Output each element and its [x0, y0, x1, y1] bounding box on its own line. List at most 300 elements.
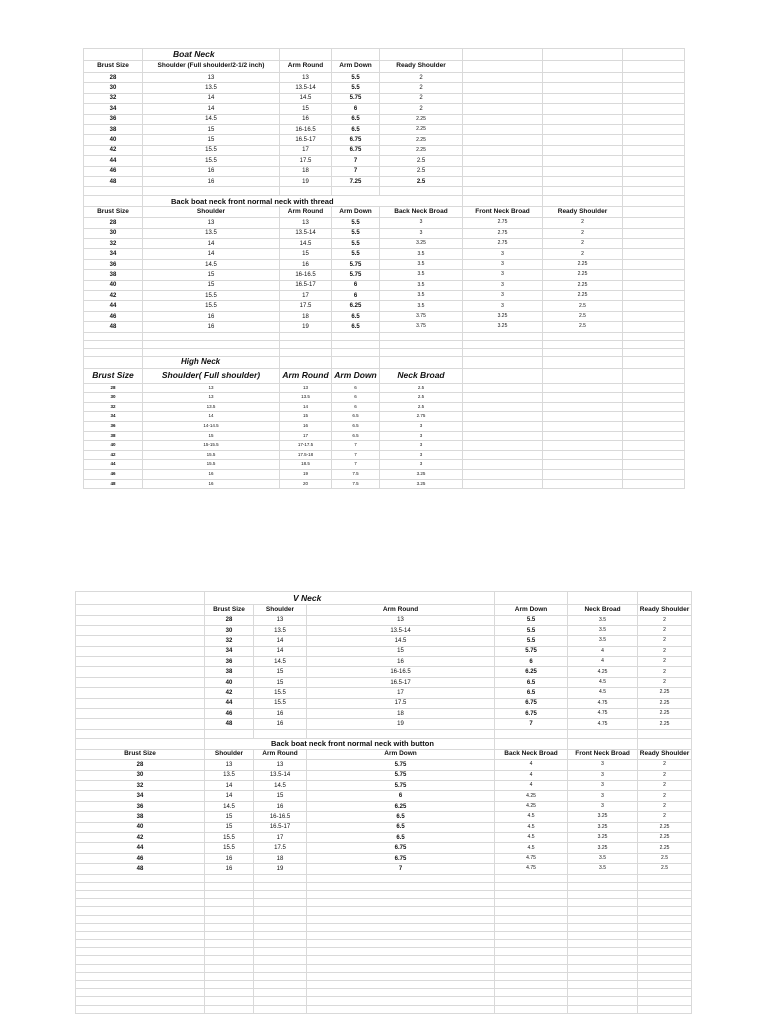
column-header: Brust Size — [84, 61, 143, 73]
table-cell: 32 — [205, 636, 254, 646]
table-cell: 2 — [638, 636, 692, 646]
table-cell: 19 — [280, 469, 332, 479]
table-cell: 2.5 — [380, 402, 463, 412]
table-cell: 3.25 — [463, 322, 543, 332]
table-cell: 46 — [84, 469, 143, 479]
table-cell: 14 — [143, 239, 280, 249]
table-cell: 16-16.5 — [254, 812, 307, 822]
table-cell: 2.25 — [638, 833, 692, 843]
table-cell: 13.5-14 — [254, 770, 307, 780]
table-cell — [463, 340, 543, 348]
table-cell — [463, 124, 543, 134]
table-cell — [332, 332, 380, 340]
table-cell — [463, 145, 543, 155]
table-cell — [543, 156, 623, 166]
table-cell: 3.25 — [380, 239, 463, 249]
table-cell: 14.5 — [280, 93, 332, 103]
table-cell — [638, 592, 692, 605]
table-cell: 15 — [254, 667, 307, 677]
table-row — [76, 615, 692, 625]
table-cell: 2.25 — [543, 270, 623, 280]
table-cell — [638, 738, 692, 749]
column-header: Arm Down — [332, 207, 380, 218]
table-cell — [280, 332, 332, 340]
table-cell — [76, 931, 205, 939]
column-header: Arm Down — [332, 368, 380, 383]
table-cell: 6 — [495, 657, 568, 667]
table-cell: 2.25 — [638, 688, 692, 698]
table-row — [84, 249, 685, 259]
table-cell — [463, 421, 543, 431]
table-cell — [254, 899, 307, 907]
table-cell: 16.5-17 — [280, 280, 332, 290]
column-header: Back Neck Broad — [380, 207, 463, 218]
table-cell: 17.5 — [280, 156, 332, 166]
table-row — [76, 625, 692, 635]
table-cell: 2 — [638, 625, 692, 635]
table-cell: 4 — [495, 781, 568, 791]
table-cell — [307, 907, 495, 915]
table-cell: 6 — [332, 104, 380, 114]
table-cell: 7 — [307, 864, 495, 874]
table-row — [84, 301, 685, 311]
table-cell: 4 — [568, 657, 638, 667]
table-cell: 14 — [143, 93, 280, 103]
table-cell: 3.5 — [568, 853, 638, 863]
table-cell: 36 — [84, 259, 143, 269]
table-cell — [495, 907, 568, 915]
table-cell: 15 — [143, 431, 280, 441]
table-cell — [623, 259, 685, 269]
table-cell — [307, 1005, 495, 1013]
table-cell — [543, 412, 623, 422]
table-cell — [463, 469, 543, 479]
table-cell — [463, 196, 543, 207]
table-cell — [638, 923, 692, 931]
table-cell — [623, 239, 685, 249]
table-cell — [84, 187, 143, 196]
table-cell — [568, 997, 638, 1005]
table-cell: 4.75 — [495, 864, 568, 874]
table-cell — [623, 176, 685, 186]
table-cell: 3.25 — [463, 311, 543, 321]
table-cell: 4.5 — [495, 833, 568, 843]
table-row — [84, 259, 685, 269]
table-cell: 34 — [84, 249, 143, 259]
table-cell: 42 — [84, 450, 143, 460]
table-cell: 16 — [143, 176, 280, 186]
table-cell: 5.5 — [495, 615, 568, 625]
table-cell — [623, 114, 685, 124]
table-cell — [307, 997, 495, 1005]
table-cell — [76, 940, 205, 948]
table-row — [84, 218, 685, 228]
table-cell — [543, 393, 623, 403]
table-cell — [84, 340, 143, 348]
table-cell — [254, 874, 307, 882]
table-cell: 13 — [143, 218, 280, 228]
table-cell — [495, 890, 568, 898]
table-cell — [495, 899, 568, 907]
table-row — [84, 166, 685, 176]
table-cell: 15-15.5 — [143, 441, 280, 451]
table-cell — [623, 402, 685, 412]
table-cell: 40 — [84, 280, 143, 290]
table-cell: 5.75 — [332, 93, 380, 103]
table-cell — [76, 997, 205, 1005]
empty-row — [76, 882, 692, 890]
table-cell: 6.75 — [307, 843, 495, 853]
table-row — [76, 843, 692, 853]
table-cell: 2.25 — [638, 709, 692, 719]
table-cell — [495, 1005, 568, 1013]
table-cell: 17 — [254, 833, 307, 843]
table-cell — [543, 479, 623, 489]
table-cell: 13.5 — [254, 625, 307, 635]
table-cell: 3 — [463, 301, 543, 311]
table-cell: 14 — [143, 104, 280, 114]
table-cell: 2 — [380, 104, 463, 114]
table-cell — [205, 972, 254, 980]
table-cell: 40 — [205, 677, 254, 687]
table-cell: 13.5 — [143, 402, 280, 412]
table-cell: 4.5 — [495, 843, 568, 853]
table-cell — [463, 104, 543, 114]
table-cell: 34 — [205, 646, 254, 656]
table-cell: 15 — [205, 822, 254, 832]
table-cell: 14.5 — [254, 657, 307, 667]
table-cell — [495, 931, 568, 939]
table-cell: 3 — [380, 460, 463, 470]
table-cell — [76, 981, 205, 989]
title-row — [76, 738, 692, 749]
table-cell: 15 — [143, 270, 280, 280]
table-cell: 44 — [84, 460, 143, 470]
table-cell — [380, 49, 463, 61]
table-cell: 42 — [76, 833, 205, 843]
table-cell — [280, 348, 332, 356]
table-cell — [76, 989, 205, 997]
empty-row — [76, 907, 692, 915]
table-cell: 48 — [84, 479, 143, 489]
table-cell — [568, 964, 638, 972]
table-cell — [623, 83, 685, 93]
table-cell: 7 — [495, 719, 568, 729]
table-cell — [463, 114, 543, 124]
table-cell: 28 — [76, 760, 205, 770]
table-cell: 13 — [254, 615, 307, 625]
table-cell: 36 — [84, 421, 143, 431]
table-cell: 3 — [568, 801, 638, 811]
table-row — [76, 812, 692, 822]
table-cell — [380, 348, 463, 356]
table-cell — [623, 450, 685, 460]
table-cell: 19 — [307, 719, 495, 729]
table-cell: 2 — [638, 646, 692, 656]
table-cell: 14 — [143, 412, 280, 422]
table-cell — [638, 948, 692, 956]
table-cell: 13 — [143, 383, 280, 393]
table-cell: 6.5 — [332, 322, 380, 332]
table-cell: 3.5 — [380, 280, 463, 290]
table-cell — [638, 729, 692, 738]
table-cell: 46 — [84, 311, 143, 321]
table-cell — [543, 83, 623, 93]
table-cell: 2 — [380, 83, 463, 93]
table-row — [84, 421, 685, 431]
table-cell: 20 — [280, 479, 332, 489]
table-cell — [307, 923, 495, 931]
table-cell: 15 — [143, 280, 280, 290]
table-cell: 2.5 — [380, 176, 463, 186]
table-cell: 3.5 — [380, 291, 463, 301]
table-cell: 14.5 — [143, 259, 280, 269]
table-cell — [623, 421, 685, 431]
table-cell — [463, 412, 543, 422]
empty-row — [76, 874, 692, 882]
table-cell: 2.25 — [543, 280, 623, 290]
table-cell — [495, 972, 568, 980]
table-cell: 6.5 — [495, 688, 568, 698]
table-cell: 34 — [84, 412, 143, 422]
table-cell — [568, 907, 638, 915]
column-header: Brust Size — [84, 368, 143, 383]
table-cell: 4.5 — [568, 677, 638, 687]
column-header: Brust Size — [205, 605, 254, 616]
table-cell: 15.5 — [143, 156, 280, 166]
table-cell: 13.5 — [143, 83, 280, 93]
table-cell — [332, 356, 380, 368]
table-cell — [568, 989, 638, 997]
table-cell: 13 — [205, 760, 254, 770]
table-cell: 6 — [307, 791, 495, 801]
table-cell — [623, 104, 685, 114]
table-cell: 28 — [84, 383, 143, 393]
table-cell: 38 — [84, 431, 143, 441]
table-cell — [543, 114, 623, 124]
table-cell — [543, 104, 623, 114]
table-cell: 3 — [463, 280, 543, 290]
table-cell — [205, 915, 254, 923]
table-row — [84, 460, 685, 470]
table-row — [84, 83, 685, 93]
column-header: Shoulder — [143, 207, 280, 218]
table-cell — [280, 356, 332, 368]
table-cell — [543, 431, 623, 441]
table-cell — [543, 61, 623, 73]
table-cell: 18 — [307, 709, 495, 719]
table-cell: 17 — [280, 431, 332, 441]
table-cell — [638, 907, 692, 915]
title-row — [76, 592, 692, 605]
table-cell: 2.75 — [463, 218, 543, 228]
table-cell: 3.25 — [568, 812, 638, 822]
table-cell — [254, 997, 307, 1005]
table-cell: 19 — [280, 322, 332, 332]
column-header: Shoulder (Full shoulder/2-1/2 inch) — [143, 61, 280, 73]
table-cell — [254, 890, 307, 898]
table-cell: 14 — [254, 646, 307, 656]
table-cell: 42 — [84, 291, 143, 301]
table-row — [76, 833, 692, 843]
table-cell — [463, 49, 543, 61]
table-row — [84, 93, 685, 103]
table-cell: 15.5 — [254, 698, 307, 708]
table-cell — [568, 972, 638, 980]
table-cell — [205, 923, 254, 931]
table-cell: 46 — [76, 853, 205, 863]
table-row — [84, 228, 685, 238]
table-cell — [84, 332, 143, 340]
table-cell — [543, 340, 623, 348]
table-cell: 2.75 — [380, 412, 463, 422]
header-row — [84, 61, 685, 73]
table-cell: 32 — [84, 239, 143, 249]
table-cell: 15.5 — [143, 301, 280, 311]
table-cell: 44 — [205, 698, 254, 708]
table-cell: 2 — [638, 801, 692, 811]
table-cell — [463, 393, 543, 403]
table-cell: 18.5 — [280, 460, 332, 470]
table-cell: 13.5 — [143, 228, 280, 238]
table-cell: 36 — [76, 801, 205, 811]
table-cell: 15 — [254, 677, 307, 687]
table-cell — [463, 61, 543, 73]
table-row — [84, 402, 685, 412]
table-cell: 5.5 — [332, 83, 380, 93]
table-cell: 13.5-14 — [307, 625, 495, 635]
table-cell — [380, 340, 463, 348]
table-row — [76, 646, 692, 656]
table-cell: 14.5 — [280, 239, 332, 249]
table-cell — [623, 301, 685, 311]
table-cell: 16-16.5 — [280, 124, 332, 134]
table-cell: 30 — [76, 770, 205, 780]
table-cell — [623, 196, 685, 207]
header-row — [76, 749, 692, 760]
table-cell — [254, 729, 307, 738]
table-cell: 16 — [280, 114, 332, 124]
column-header: Ready Shoulder — [638, 605, 692, 616]
table-cell — [543, 368, 623, 383]
table-cell: 30 — [84, 393, 143, 403]
table-cell: 16 — [143, 479, 280, 489]
table-cell: 2.5 — [380, 166, 463, 176]
table-cell — [380, 356, 463, 368]
table-cell — [463, 431, 543, 441]
table-row — [84, 280, 685, 290]
table-cell: 13.5-14 — [280, 228, 332, 238]
table-cell: 3.75 — [380, 322, 463, 332]
table-cell — [307, 981, 495, 989]
table-cell: 30 — [205, 625, 254, 635]
table-cell — [543, 460, 623, 470]
table-cell: 6.5 — [332, 412, 380, 422]
table-cell: 17.5 — [280, 301, 332, 311]
table-cell — [463, 135, 543, 145]
table-cell: 6.75 — [495, 698, 568, 708]
table-cell — [76, 729, 205, 738]
table-cell: 14.5 — [205, 801, 254, 811]
table-cell — [254, 915, 307, 923]
table-cell: 13 — [143, 73, 280, 83]
table-cell — [623, 280, 685, 290]
table-row — [76, 791, 692, 801]
table-cell — [495, 729, 568, 738]
table-cell: 2 — [543, 218, 623, 228]
table-cell — [254, 981, 307, 989]
table-cell: 13.5 — [205, 770, 254, 780]
table-cell: 16 — [143, 166, 280, 176]
table-cell: 5.75 — [307, 760, 495, 770]
table-cell: 15 — [143, 135, 280, 145]
table-cell: 36 — [84, 114, 143, 124]
table-cell: 13 — [254, 760, 307, 770]
table-cell: 3 — [463, 291, 543, 301]
table-cell — [307, 964, 495, 972]
table-cell: 38 — [84, 270, 143, 280]
table-cell — [623, 61, 685, 73]
table-cell: 16.5-17 — [307, 677, 495, 687]
table-cell — [332, 187, 380, 196]
column-header: Arm Round — [280, 61, 332, 73]
table-row — [84, 135, 685, 145]
table-cell — [205, 997, 254, 1005]
table-cell — [543, 469, 623, 479]
table-cell — [254, 1005, 307, 1013]
table-cell — [332, 348, 380, 356]
table-cell — [205, 940, 254, 948]
table-cell: 3 — [568, 770, 638, 780]
table-cell — [254, 907, 307, 915]
table-cell — [254, 948, 307, 956]
table-cell: 16-16.5 — [280, 270, 332, 280]
table-cell: 15 — [307, 646, 495, 656]
table-cell — [623, 249, 685, 259]
table-cell — [332, 340, 380, 348]
table-cell: 17.5-18 — [280, 450, 332, 460]
table-cell: 15.5 — [254, 688, 307, 698]
table-cell: 48 — [205, 719, 254, 729]
table-cell: 15 — [280, 412, 332, 422]
table-cell — [638, 972, 692, 980]
table-cell — [307, 899, 495, 907]
table-cell: 2.75 — [463, 228, 543, 238]
table-cell — [280, 340, 332, 348]
table-cell: 2.5 — [543, 322, 623, 332]
table-cell: 16 — [205, 864, 254, 874]
table-cell — [495, 940, 568, 948]
table-cell: 7.25 — [332, 176, 380, 186]
table-cell: 32 — [84, 402, 143, 412]
table-cell: 4.5 — [568, 688, 638, 698]
empty-row — [76, 964, 692, 972]
table-row — [84, 104, 685, 114]
table-cell — [638, 989, 692, 997]
empty-row — [76, 729, 692, 738]
table-cell: 6.5 — [307, 822, 495, 832]
table-cell: 18 — [280, 311, 332, 321]
empty-row — [76, 899, 692, 907]
table-cell — [623, 93, 685, 103]
table-cell — [76, 625, 205, 635]
table-cell — [638, 940, 692, 948]
table-row — [84, 239, 685, 249]
table-row — [84, 291, 685, 301]
table-cell: 6.25 — [495, 667, 568, 677]
table-cell — [205, 882, 254, 890]
table-cell — [307, 989, 495, 997]
